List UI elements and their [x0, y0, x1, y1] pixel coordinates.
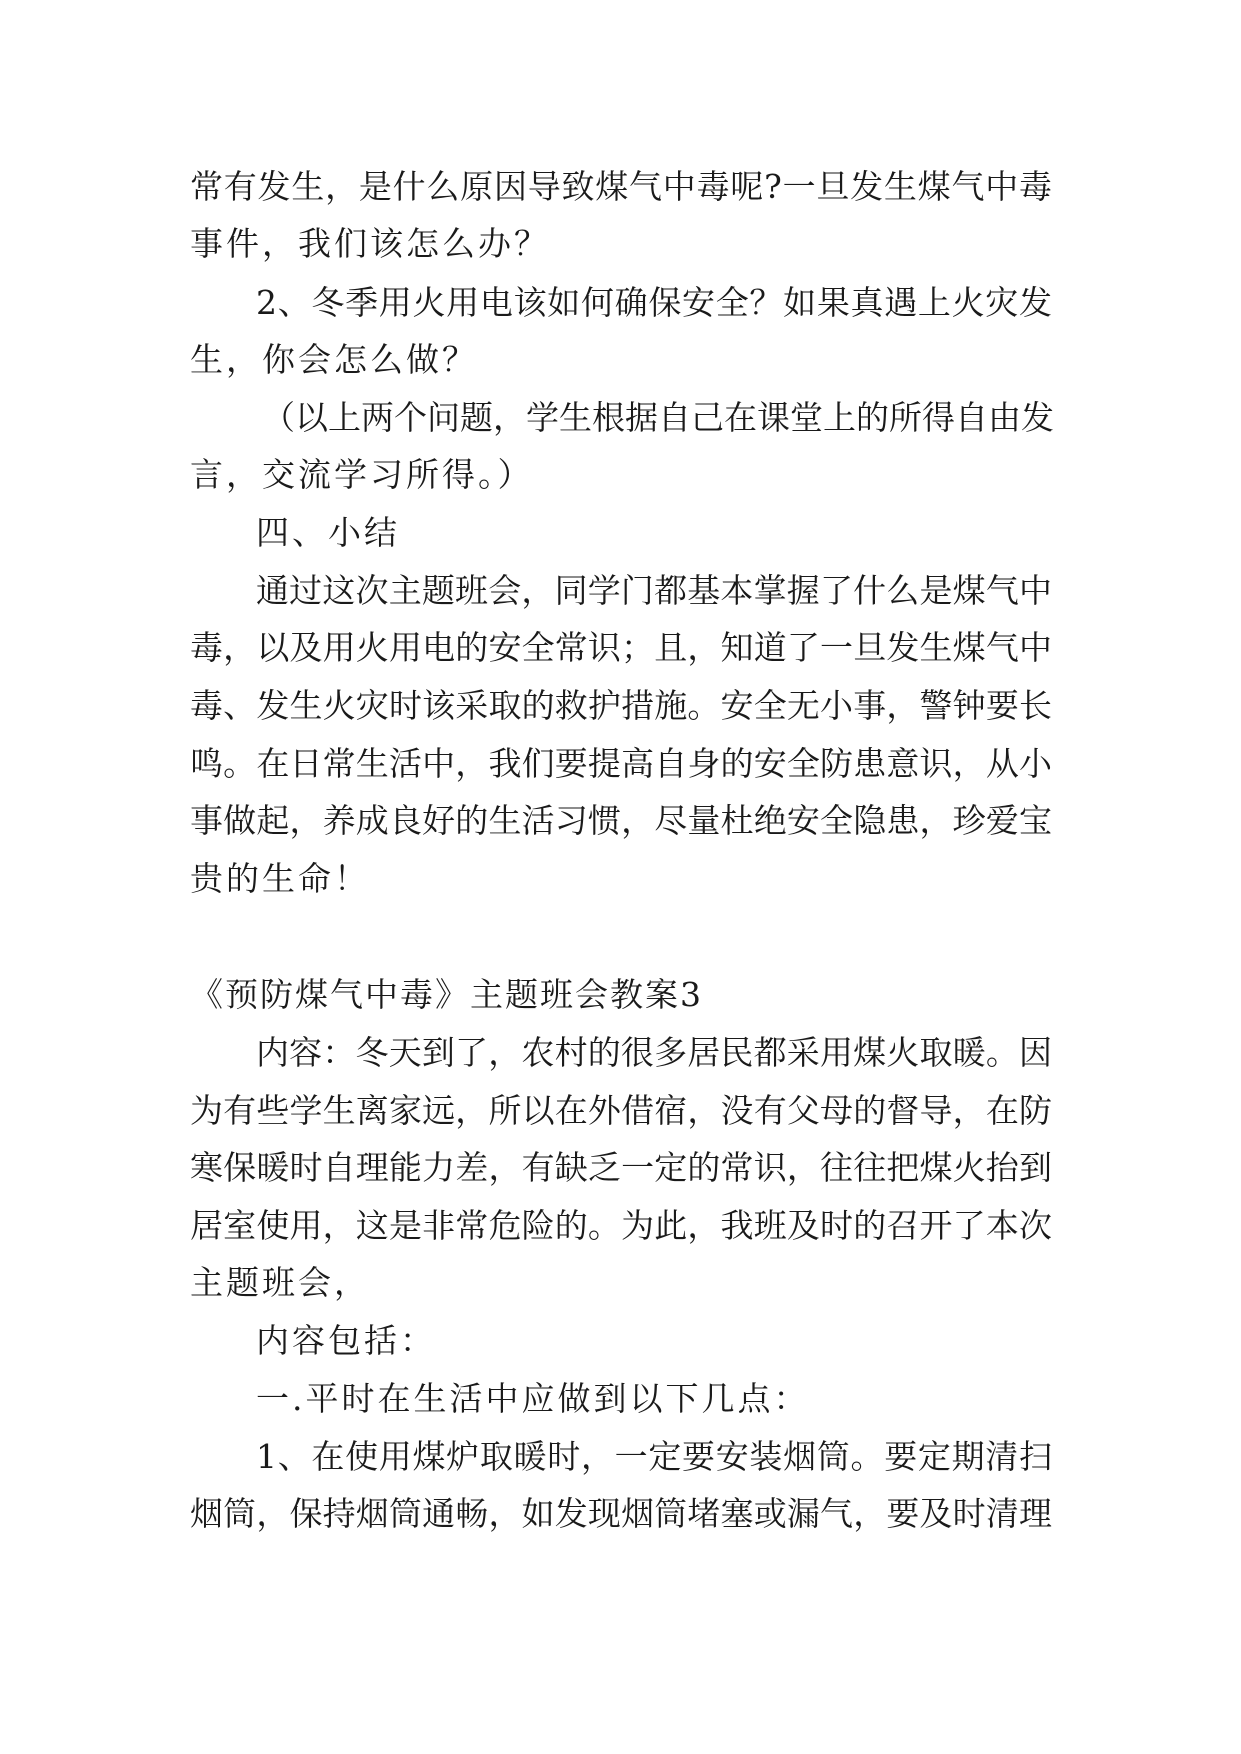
- paragraph-line: 内容：冬天到了，农村的很多居民都采用煤火取暖。因: [256, 1033, 1052, 1072]
- paragraph-line: 烟筒，保持烟筒通畅，如发现烟筒堵塞或漏气，要及时清理: [190, 1494, 1052, 1533]
- paragraph-line: 通过这次主题班会，同学门都基本掌握了什么是煤气中: [256, 571, 1052, 610]
- paragraph-line: 贵的生命！: [190, 859, 370, 898]
- paragraph-line: 事件，我们该怎么办？: [190, 224, 550, 263]
- paragraph-line: 一.平时在生活中应做到以下几点：: [256, 1379, 810, 1418]
- paragraph-line: 毒、发生火灾时该采取的救护措施。安全无小事，警钟要长: [190, 686, 1052, 725]
- paragraph-line: 生，你会怎么做？: [190, 340, 478, 379]
- paragraph-line: 事做起，养成良好的生活习惯，尽量杜绝安全隐患，珍爱宝: [190, 801, 1052, 840]
- section-heading: 四、小结: [256, 513, 400, 552]
- paragraph-line: 内容包括：: [256, 1321, 436, 1360]
- paragraph-line: 为有些学生离家远，所以在外借宿，没有父母的督导，在防: [190, 1091, 1052, 1130]
- paragraph-line: 鸣。在日常生活中，我们要提高自身的安全防患意识，从小: [190, 744, 1052, 783]
- paragraph-line: 居室使用，这是非常危险的。为此，我班及时的召开了本次: [190, 1206, 1052, 1245]
- paragraph-line: 言，交流学习所得。）: [190, 455, 534, 494]
- paragraph-line: 2、冬季用火用电该如何确保安全？如果真遇上火灾发: [256, 283, 1052, 322]
- section-title: 《预防煤气中毒》主题班会教案3: [190, 975, 703, 1014]
- paragraph-line: 寒保暖时自理能力差，有缺乏一定的常识，往往把煤火抬到: [190, 1148, 1052, 1187]
- paragraph-line: 1、在使用煤炉取暖时，一定要安装烟筒。要定期清扫: [256, 1437, 1052, 1476]
- paragraph-line: 主题班会，: [190, 1263, 370, 1302]
- paragraph-line: （以上两个问题，学生根据自己在课堂上的所得自由发: [262, 398, 1054, 437]
- paragraph-line: 常有发生，是什么原因导致煤气中毒呢?一旦发生煤气中毒: [190, 167, 1052, 206]
- paragraph-line: 毒，以及用火用电的安全常识；且，知道了一旦发生煤气中: [190, 628, 1052, 667]
